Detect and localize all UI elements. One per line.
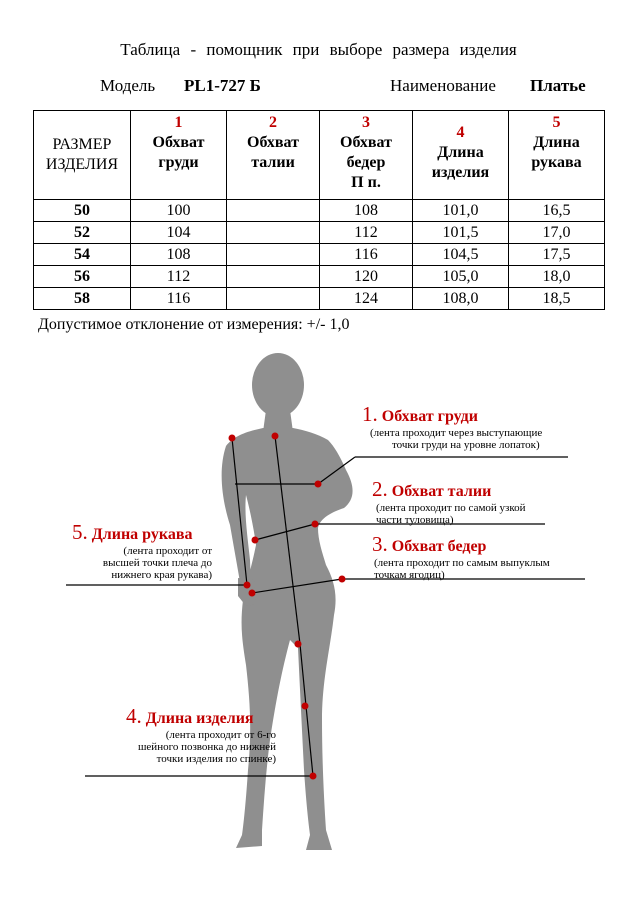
chest-column-header <box>131 111 227 200</box>
caption-title: Длина рукава <box>91 526 193 543</box>
column-label: Обхват талии <box>247 134 299 171</box>
caption-desc: точки изделия по спинке) <box>156 753 276 765</box>
caption-number: 2. <box>372 477 388 501</box>
length-cell: 108,0 <box>413 288 509 310</box>
table-row <box>34 288 605 310</box>
column-label: Обхват бедер <box>340 134 392 171</box>
table-row <box>34 244 605 266</box>
column-number: 3 <box>362 114 370 131</box>
table-row <box>34 222 605 244</box>
column-number: 2 <box>269 114 277 131</box>
size-cell: 50 <box>34 200 131 222</box>
column-label: Длина изделия <box>431 144 490 181</box>
caption-desc: точки груди на уровне лопаток) <box>392 439 540 451</box>
length-cell: 101,0 <box>413 200 509 222</box>
size-cell: 54 <box>34 244 131 266</box>
table-header-row <box>34 111 605 200</box>
length-cell: 101,5 <box>413 222 509 244</box>
caption-title: Обхват бедер <box>391 538 487 555</box>
length-cell: 104,5 <box>413 244 509 266</box>
caption-desc: нижнего края рукава) <box>111 569 212 581</box>
caption-title: Обхват груди <box>381 408 478 425</box>
column-number: 4 <box>456 124 465 141</box>
size-column-header: РАЗМЕР ИЗДЕЛИЯ <box>34 111 131 200</box>
waist-cell <box>227 288 320 310</box>
length-caption <box>100 704 276 765</box>
caption-desc: (лента проходит от <box>123 545 212 557</box>
hips-cell: 120 <box>320 266 413 288</box>
hips-column-header <box>320 111 413 200</box>
hips-cell: 112 <box>320 222 413 244</box>
caption-title: Обхват талии <box>391 483 492 500</box>
sleeve-column-header <box>509 111 605 200</box>
waist-cell <box>227 200 320 222</box>
size-cell: 52 <box>34 222 131 244</box>
caption-number: 4. <box>126 704 142 728</box>
chest-cell: 116 <box>131 288 227 310</box>
caption-number: 1. <box>362 402 378 426</box>
length-cell: 105,0 <box>413 266 509 288</box>
chest-cell: 108 <box>131 244 227 266</box>
tolerance-note: Допустимое отклонение от измерения: +/- 1,0 <box>38 316 350 333</box>
waist-caption <box>372 477 526 526</box>
hips-caption <box>372 532 550 581</box>
chest-cell: 112 <box>131 266 227 288</box>
sleeve-caption <box>72 520 212 581</box>
model-value: PL1-727 Б <box>184 76 261 95</box>
caption-desc: (лента проходит от 6-го <box>165 729 276 741</box>
hips-cell: 116 <box>320 244 413 266</box>
caption-desc: шейного позвонка до нижней <box>137 741 276 753</box>
caption-number: 5. <box>72 520 88 544</box>
sleeve-cell: 16,5 <box>509 200 605 222</box>
column-number: 5 <box>552 114 561 131</box>
size-cell: 56 <box>34 266 131 288</box>
caption-desc: части туловища) <box>376 514 454 526</box>
caption-desc: (лента проходит по самым выпуклым <box>374 557 550 569</box>
size-cell: 58 <box>34 288 131 310</box>
table-row <box>34 266 605 288</box>
chest-cell: 100 <box>131 200 227 222</box>
column-label: Длина рукава <box>531 134 582 171</box>
caption-number: 3. <box>372 532 388 556</box>
caption-desc: (лента проходит по самой узкой <box>376 502 526 514</box>
waist-cell <box>227 222 320 244</box>
column-label: Обхват груди <box>152 134 205 171</box>
chest-caption <box>362 402 542 451</box>
sleeve-cell: 18,0 <box>509 266 605 288</box>
waist-cell <box>227 244 320 266</box>
column-sublabel: П п. <box>351 174 381 191</box>
caption-desc: высшей точки плеча до <box>102 557 212 569</box>
caption-desc: точкам ягодиц) <box>374 569 445 581</box>
waist-cell <box>227 266 320 288</box>
sleeve-cell: 17,5 <box>509 244 605 266</box>
chest-cell: 104 <box>131 222 227 244</box>
length-column-header <box>413 111 509 200</box>
model-label: Модель <box>100 76 156 95</box>
sleeve-cell: 18,5 <box>509 288 605 310</box>
waist-column-header <box>227 111 320 200</box>
hips-cell: 124 <box>320 288 413 310</box>
name-value: Платье <box>530 76 586 95</box>
caption-title: Длина изделия <box>145 710 254 727</box>
name-label: Наименование <box>390 76 496 95</box>
size-table <box>33 110 605 310</box>
table-row <box>34 200 605 222</box>
column-number: 1 <box>174 114 183 131</box>
caption-desc: (лента проходит через выступающие <box>370 427 543 439</box>
hips-cell: 108 <box>320 200 413 222</box>
sleeve-cell: 17,0 <box>509 222 605 244</box>
page-title: Таблица - помощник при выборе размера изделия <box>120 40 517 59</box>
